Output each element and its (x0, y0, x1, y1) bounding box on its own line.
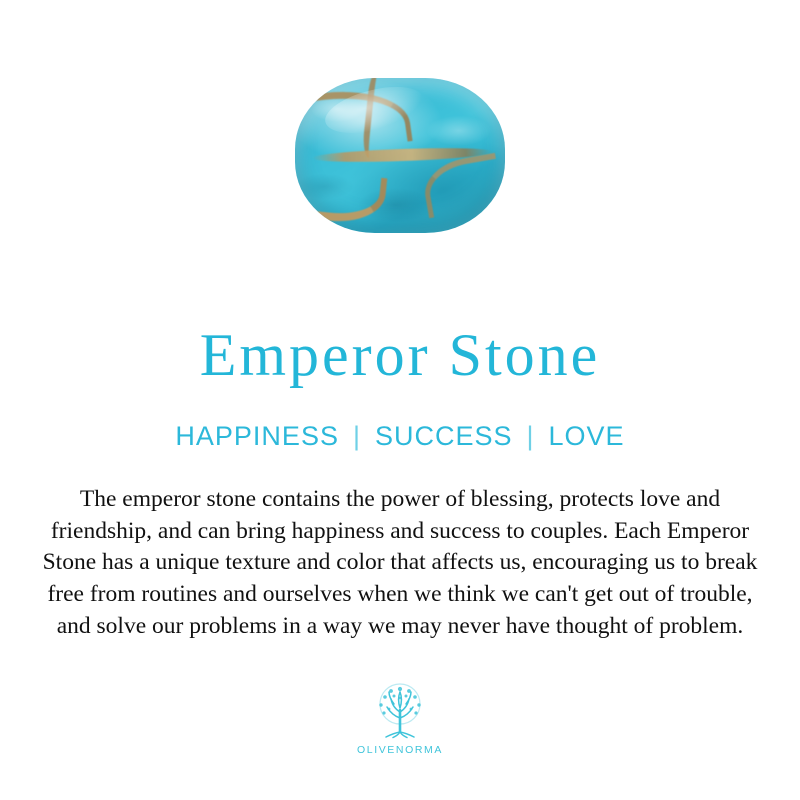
benefit-success: SUCCESS (374, 421, 513, 451)
brand-logo (357, 680, 443, 756)
brand-name: OLIVENORMA (356, 744, 443, 757)
benefits-list (175, 421, 624, 452)
benefit-separator: | (352, 421, 361, 451)
benefit-happiness: HAPPINESS (175, 421, 339, 451)
page-title: Emperor Stone (199, 322, 601, 388)
stone-body (295, 78, 505, 233)
benefit-separator: | (526, 421, 535, 451)
benefit-love: LOVE (548, 421, 625, 451)
emperor-stone-image (295, 78, 505, 233)
product-description: The emperor stone contains the power of blessing, protects love and friendship, and can bring happiness and success to couples. Each Emperor Stone has a unique texture and color that affects us, encouraging us to break free from routines and ourselves when we think we can't get out of trouble, and solve our problems in a way we may never have thought of problem. (42, 486, 758, 639)
tree-of-life-icon (364, 680, 436, 742)
